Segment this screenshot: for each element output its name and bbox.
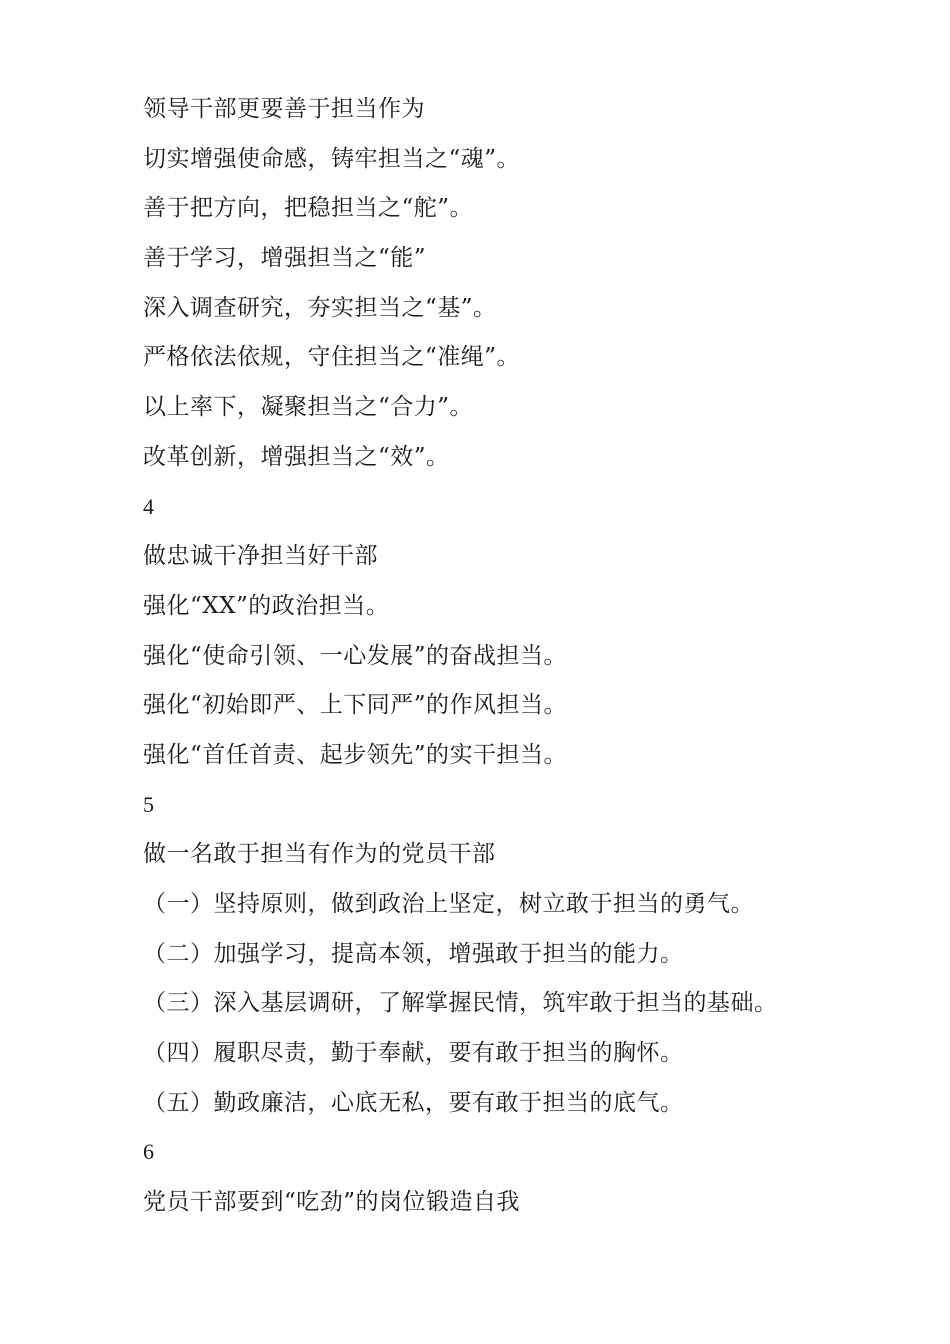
paragraph: 严格依法依规，守住担当之“准绳”。 [143, 344, 521, 371]
paragraph: 切实增强使命感，铸牢担当之“魂”。 [143, 145, 521, 172]
paragraph: 改革创新，增强担当之“效”。 [143, 443, 450, 470]
section-number: 4 [143, 493, 155, 519]
paragraph: 强化“XX”的政治担当。 [143, 592, 390, 619]
section-number: 6 [143, 1139, 155, 1165]
paragraph: 深入调查研究，夯实担当之“基”。 [143, 294, 497, 321]
document-body [143, 86, 933, 1229]
paragraph: 强化“使命引领、一心发展”的奋战担当。 [143, 642, 568, 669]
section-heading: 党员干部要到“吃劲”的岗位锻造自我 [143, 1189, 521, 1216]
paragraph: 强化“首任首责、起步领先”的实干担当。 [143, 741, 568, 768]
list-item: （三）深入基层调研，了解掌握民情，筑牢敢于担当的基础。 [143, 990, 778, 1017]
paragraph: 强化“初始即严、上下同严”的作风担当。 [143, 692, 568, 719]
section-heading: 做一名敢于担当有作为的党员干部 [143, 841, 496, 868]
paragraph: 善于把方向，把稳担当之“舵”。 [143, 195, 474, 222]
section-heading: 领导干部更要善于担当作为 [143, 96, 425, 122]
list-item: （五）勤政廉洁，心底无私，要有敢于担当的底气。 [143, 1089, 684, 1116]
section-number: 5 [143, 791, 155, 817]
list-item: （二）加强学习，提高本领，增强敢于担当的能力。 [143, 940, 684, 967]
section-heading: 做忠诚干净担当好干部 [143, 543, 378, 570]
list-item: （一）坚持原则，做到政治上坚定，树立敢于担当的勇气。 [143, 891, 754, 917]
list-item: （四）履职尽责，勤于奉献，要有敢于担当的胸怀。 [143, 1040, 684, 1067]
paragraph: 善于学习，增强担当之“能” [143, 245, 427, 272]
paragraph: 以上率下，凝聚担当之“合力”。 [143, 394, 474, 421]
